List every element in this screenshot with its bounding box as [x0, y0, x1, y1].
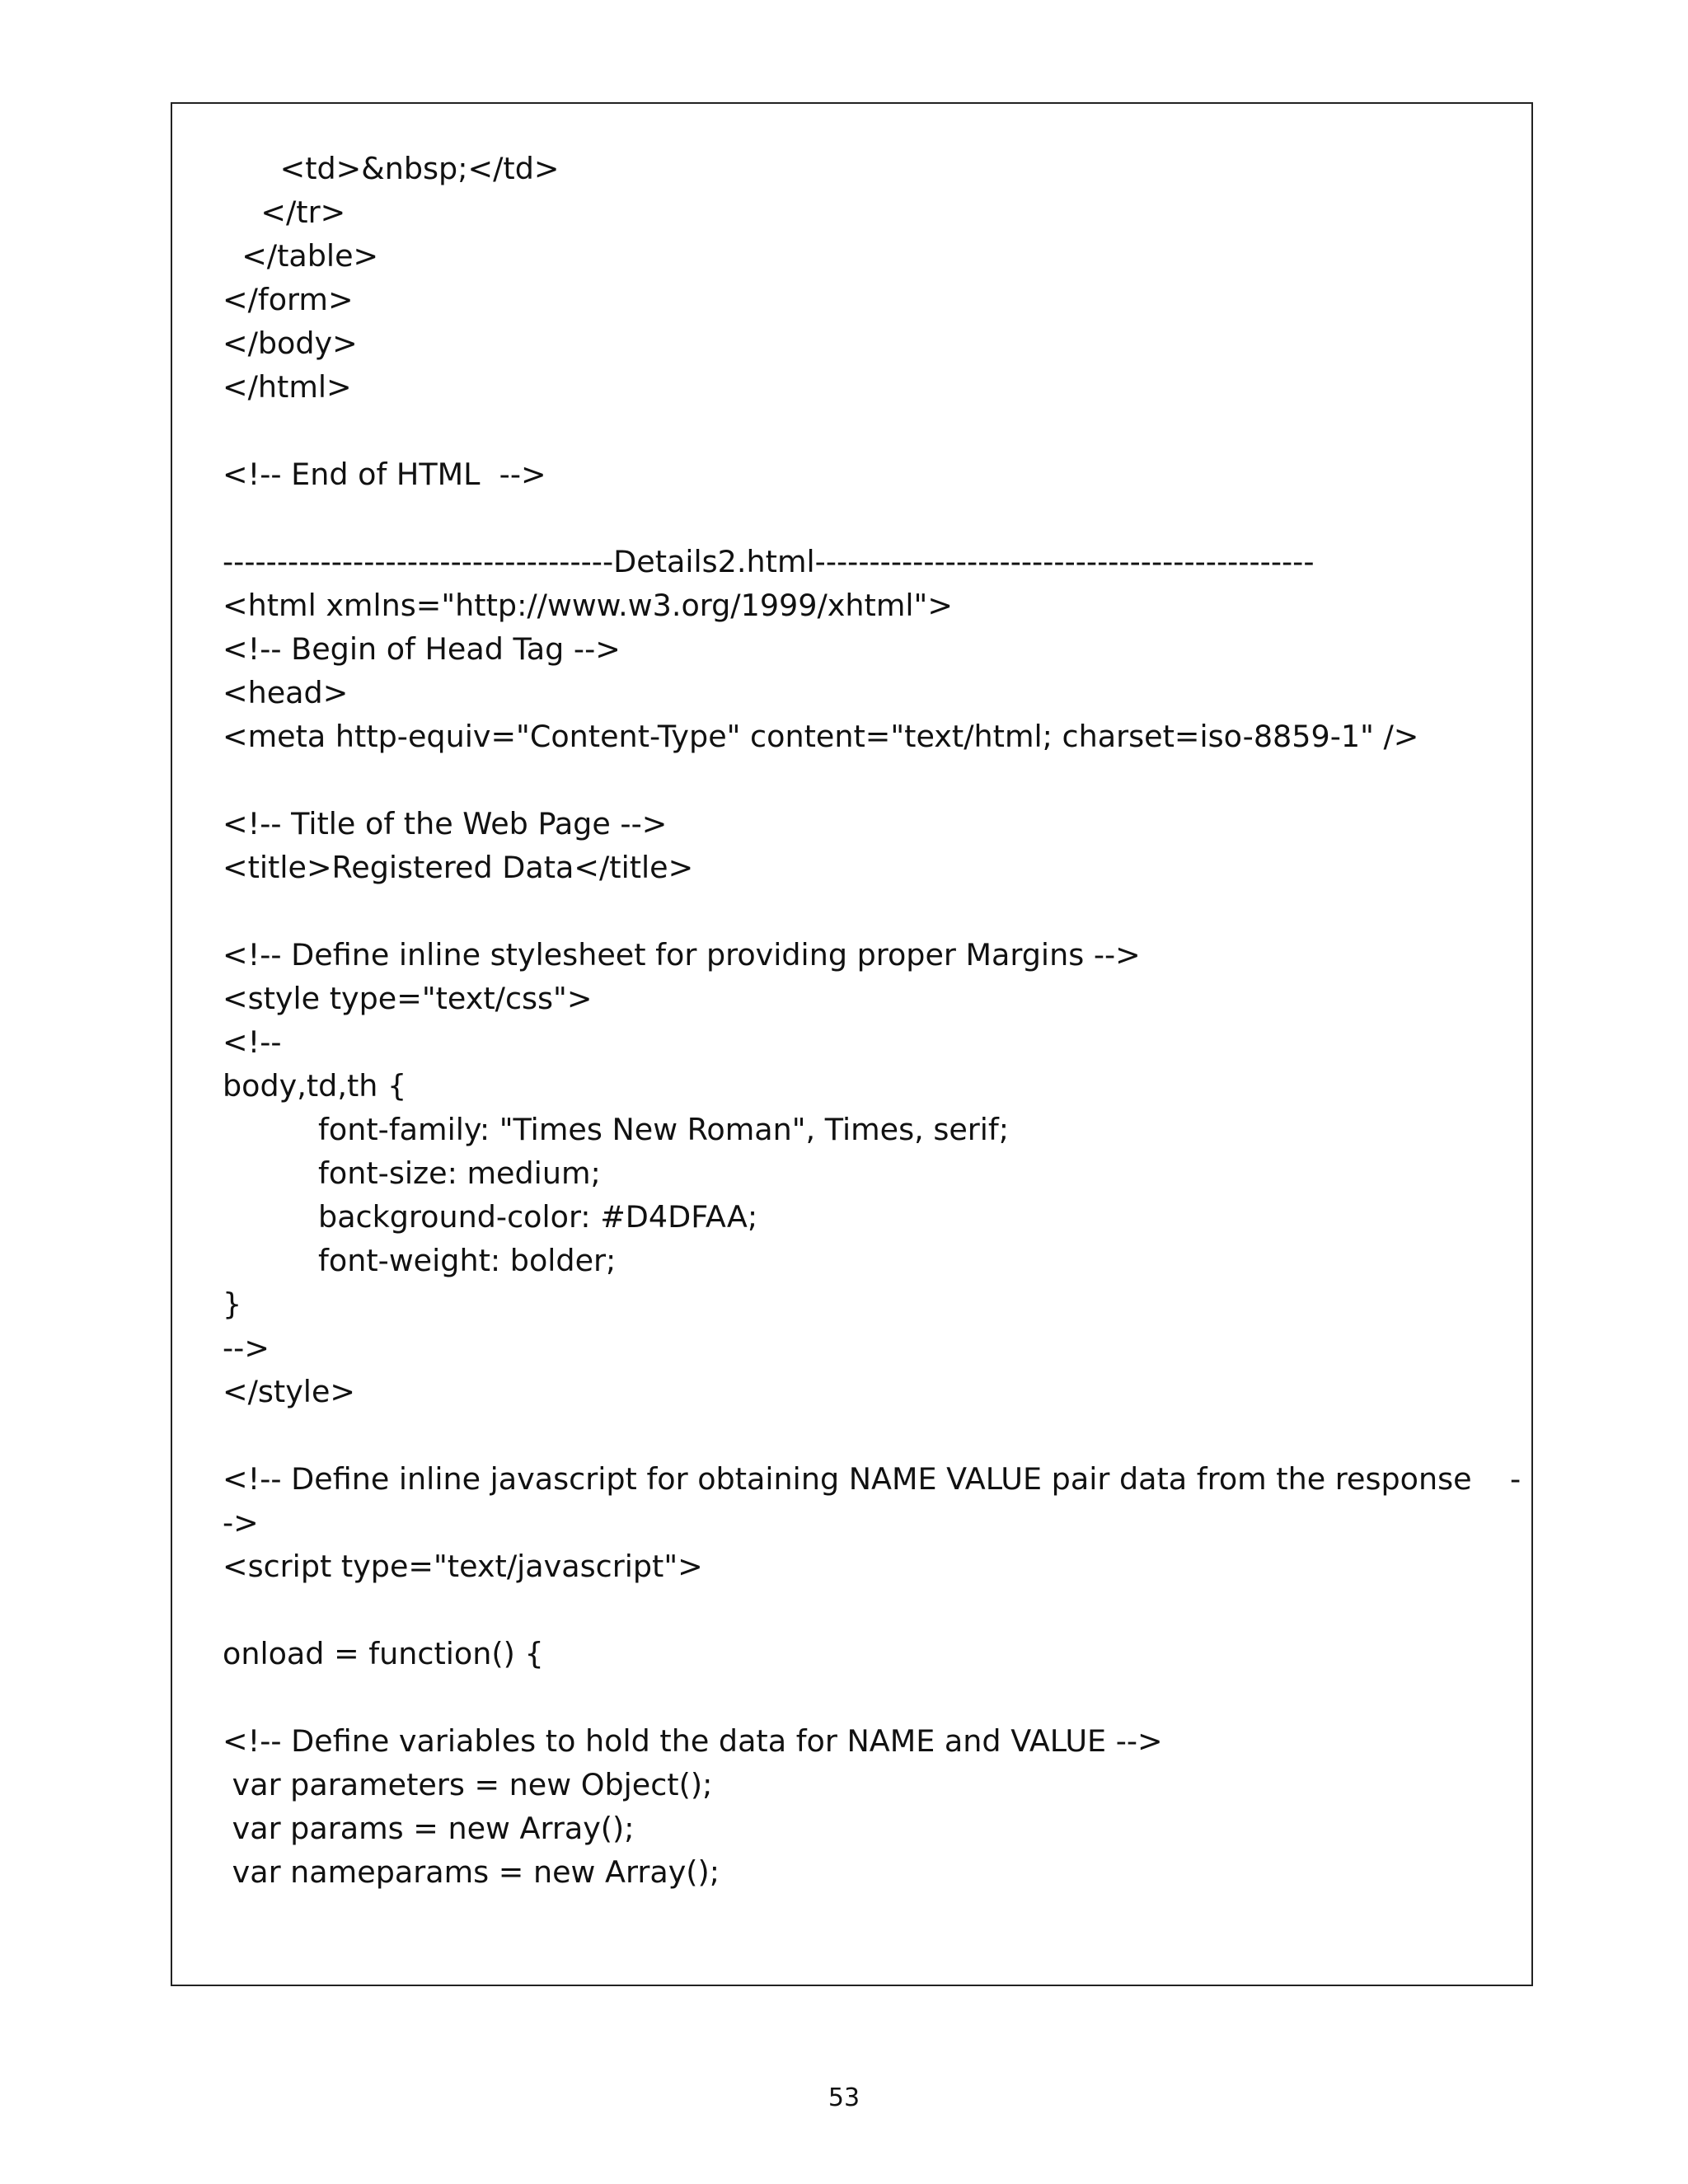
- code-line: <head>: [223, 675, 349, 710]
- code-line: </table>: [223, 238, 379, 274]
- code-line: </html>: [223, 369, 352, 405]
- code-line: <!-- Define inline stylesheet for providing proper Margins -->: [223, 937, 1141, 972]
- code-line: var parameters = new Object();: [223, 1767, 713, 1802]
- code-listing: [223, 147, 1525, 1894]
- code-line: background-color: #D4DFAA;: [223, 1199, 758, 1235]
- code-line: </tr>: [223, 194, 346, 230]
- code-line: <!-- Begin of Head Tag -->: [223, 631, 621, 667]
- code-line: [223, 1588, 1525, 1632]
- code-line: }: [223, 1286, 242, 1322]
- page-number: 53: [828, 2083, 860, 2112]
- code-line: ->: [223, 1505, 259, 1540]
- code-line: var params = new Array();: [223, 1811, 635, 1846]
- code-line: <style type="text/css">: [223, 981, 593, 1016]
- code-line: <!-- Define inline javascript for obtaining NAME VALUE pair data from the response -: [223, 1461, 1522, 1497]
- code-line: onload = function() {: [223, 1636, 544, 1671]
- code-line: </body>: [223, 326, 358, 361]
- code-line: <title>Registered Data</title>: [223, 850, 694, 885]
- code-line: body,td,th {: [223, 1068, 407, 1104]
- code-line: ------------------------------------Details2.html----------------------------------------------: [223, 544, 1315, 579]
- code-line: <!--: [223, 1024, 282, 1060]
- code-line: font-size: medium;: [223, 1155, 601, 1191]
- code-line: font-weight: bolder;: [223, 1243, 617, 1278]
- code-line: [223, 758, 1525, 802]
- code-line: [223, 1413, 1525, 1457]
- code-line: <meta http-equiv="Content-Type" content="text/html; charset=iso-8859-1" />: [223, 719, 1419, 754]
- code-line: <td>&nbsp;</td>: [223, 151, 560, 186]
- code-line: -->: [223, 1330, 270, 1366]
- code-line: <!-- End of HTML -->: [223, 457, 546, 492]
- code-line: <html xmlns="http://www.w3.org/1999/xhtml">: [223, 588, 953, 623]
- code-line: <!-- Define variables to hold the data for NAME and VALUE -->: [223, 1723, 1163, 1759]
- code-line: [223, 409, 1525, 452]
- code-line: [223, 1675, 1525, 1719]
- code-line: <!-- Title of the Web Page -->: [223, 806, 668, 841]
- code-line: </form>: [223, 282, 354, 317]
- code-line: [223, 889, 1525, 933]
- code-line: font-family: "Times New Roman", Times, serif;: [223, 1112, 1010, 1147]
- code-line: var nameparams = new Array();: [223, 1854, 720, 1890]
- code-line: <script type="text/javascript">: [223, 1549, 703, 1584]
- code-line: </style>: [223, 1374, 355, 1409]
- code-line: [223, 496, 1525, 540]
